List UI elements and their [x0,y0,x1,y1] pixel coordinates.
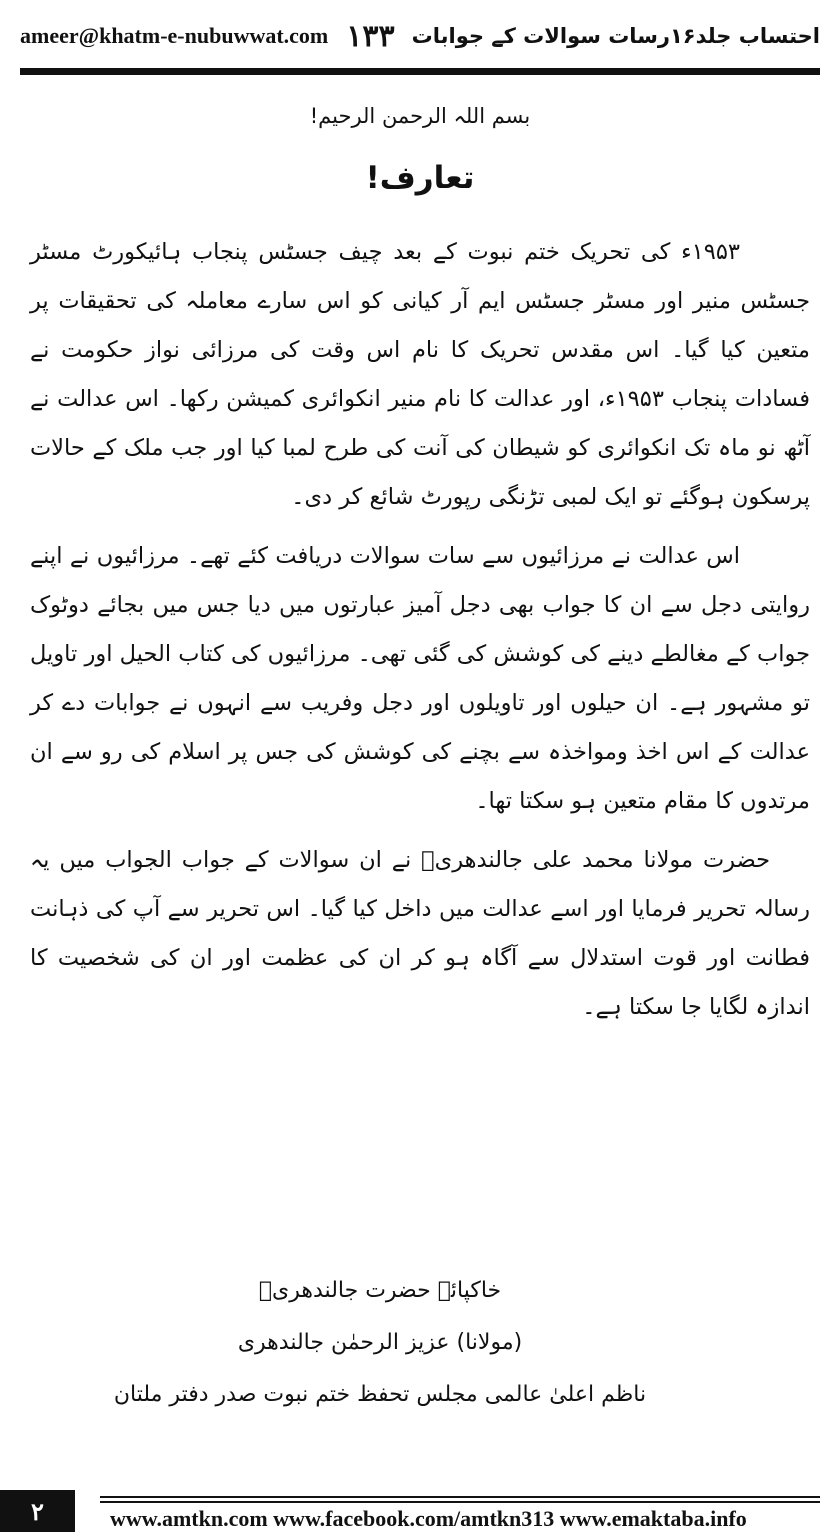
header-email[interactable]: ameer@khatm-e-nubuwwat.com [20,23,329,48]
header-book-title: احتساب جلد۱۶رسات سوالات کے جوابات [411,24,820,48]
page-heading: تعارف! [365,160,475,196]
signature-block [0,1265,840,1421]
header-rule [20,68,820,75]
paragraph-1: ۱۹۵۳ء کی تحریک ختم نبوت کے بعد چیف جسٹس پنجاب ہائیکورٹ مسٹر جسٹس منیر اور مسٹر جسٹس ایم آر کیانی کو اس سارے معاملہ کی تحقیقات پر متعین کیا گیا۔ اس مقدس تحریک کا نام اس وقت کی مرزائی نواز حکومت نے فسادات پنجاب ۱۹۵۳ء، اور عدالت کا نام منیر انکوائری کمیشن رکھا۔ اس عدالت نے آٹھ نو ماہ تک انکوائری کو شیطان کی آنت کی طرح لمبا کیا اور جب ملک کے حالات پرسکون ہوگئے تو ایک لمبی تڑنگی رپورٹ شائع کر دی۔ [30,239,810,510]
signature-line-3: ناظم اعلیٰ عالمی مجلس تحفظ ختم نبوت صدر دفتر ملتان [113,1382,647,1407]
footer-links[interactable]: www.amtkn.com www.facebook.com/amtkn313 www.emaktaba.info [110,1506,747,1531]
page-footer [0,1490,840,1530]
footer-rule-top [100,1496,820,1498]
page-header [20,14,820,58]
signature-line-1: خاکپائے حضرت جالندھریؒ [258,1278,502,1303]
header-left [20,19,395,54]
paragraph-2: اس عدالت نے مرزائیوں سے سات سوالات دریافت کئے تھے۔ مرزائیوں نے اپنے روایتی دجل سے ان کا جواب بھی دجل آمیز عبارتوں میں دیا جس میں بجائے دوٹوک جواب کے مغالطے دینے کی کوشش کی گئی تھی۔ مرزائیوں کی کتاب الحیل اور تاویل تو مشہور ہے۔ ان حیلوں اور تاویلوں اور دجل وفریب سے انہوں نے جوابات دے کر عدالت کے اس اخذ ومواخذہ سے بچنے کی کوشش کی جس پر اسلام کی رو سے ان مرتدوں کا مقام متعین ہو سکتا تھا۔ [30,543,810,814]
footer-page-number: ۲ [0,1490,75,1532]
header-page-number: ۱۳۳ [346,18,395,54]
paragraph-3: حضرت مولانا محمد علی جالندھریؒ نے ان سوالات کے جواب الجواب میں یہ رسالہ تحریر فرمایا اور اسے عدالت میں داخل کیا گیا۔ اس تحریر سے آپ کی ذہانت فطانت اور قوت استدلال سے آگاہ ہو کر ان کی عظمت اور ان کی شخصیت کا اندازہ لگایا جا سکتا ہے۔ [30,847,810,1020]
signature-line-2: (مولانا) عزیز الرحمٰن جالندھری [237,1330,523,1355]
footer-rule-bottom [100,1501,820,1503]
body-text [30,228,810,1042]
bismillah: بسم اللہ الرحمن الرحیم! [309,104,531,128]
